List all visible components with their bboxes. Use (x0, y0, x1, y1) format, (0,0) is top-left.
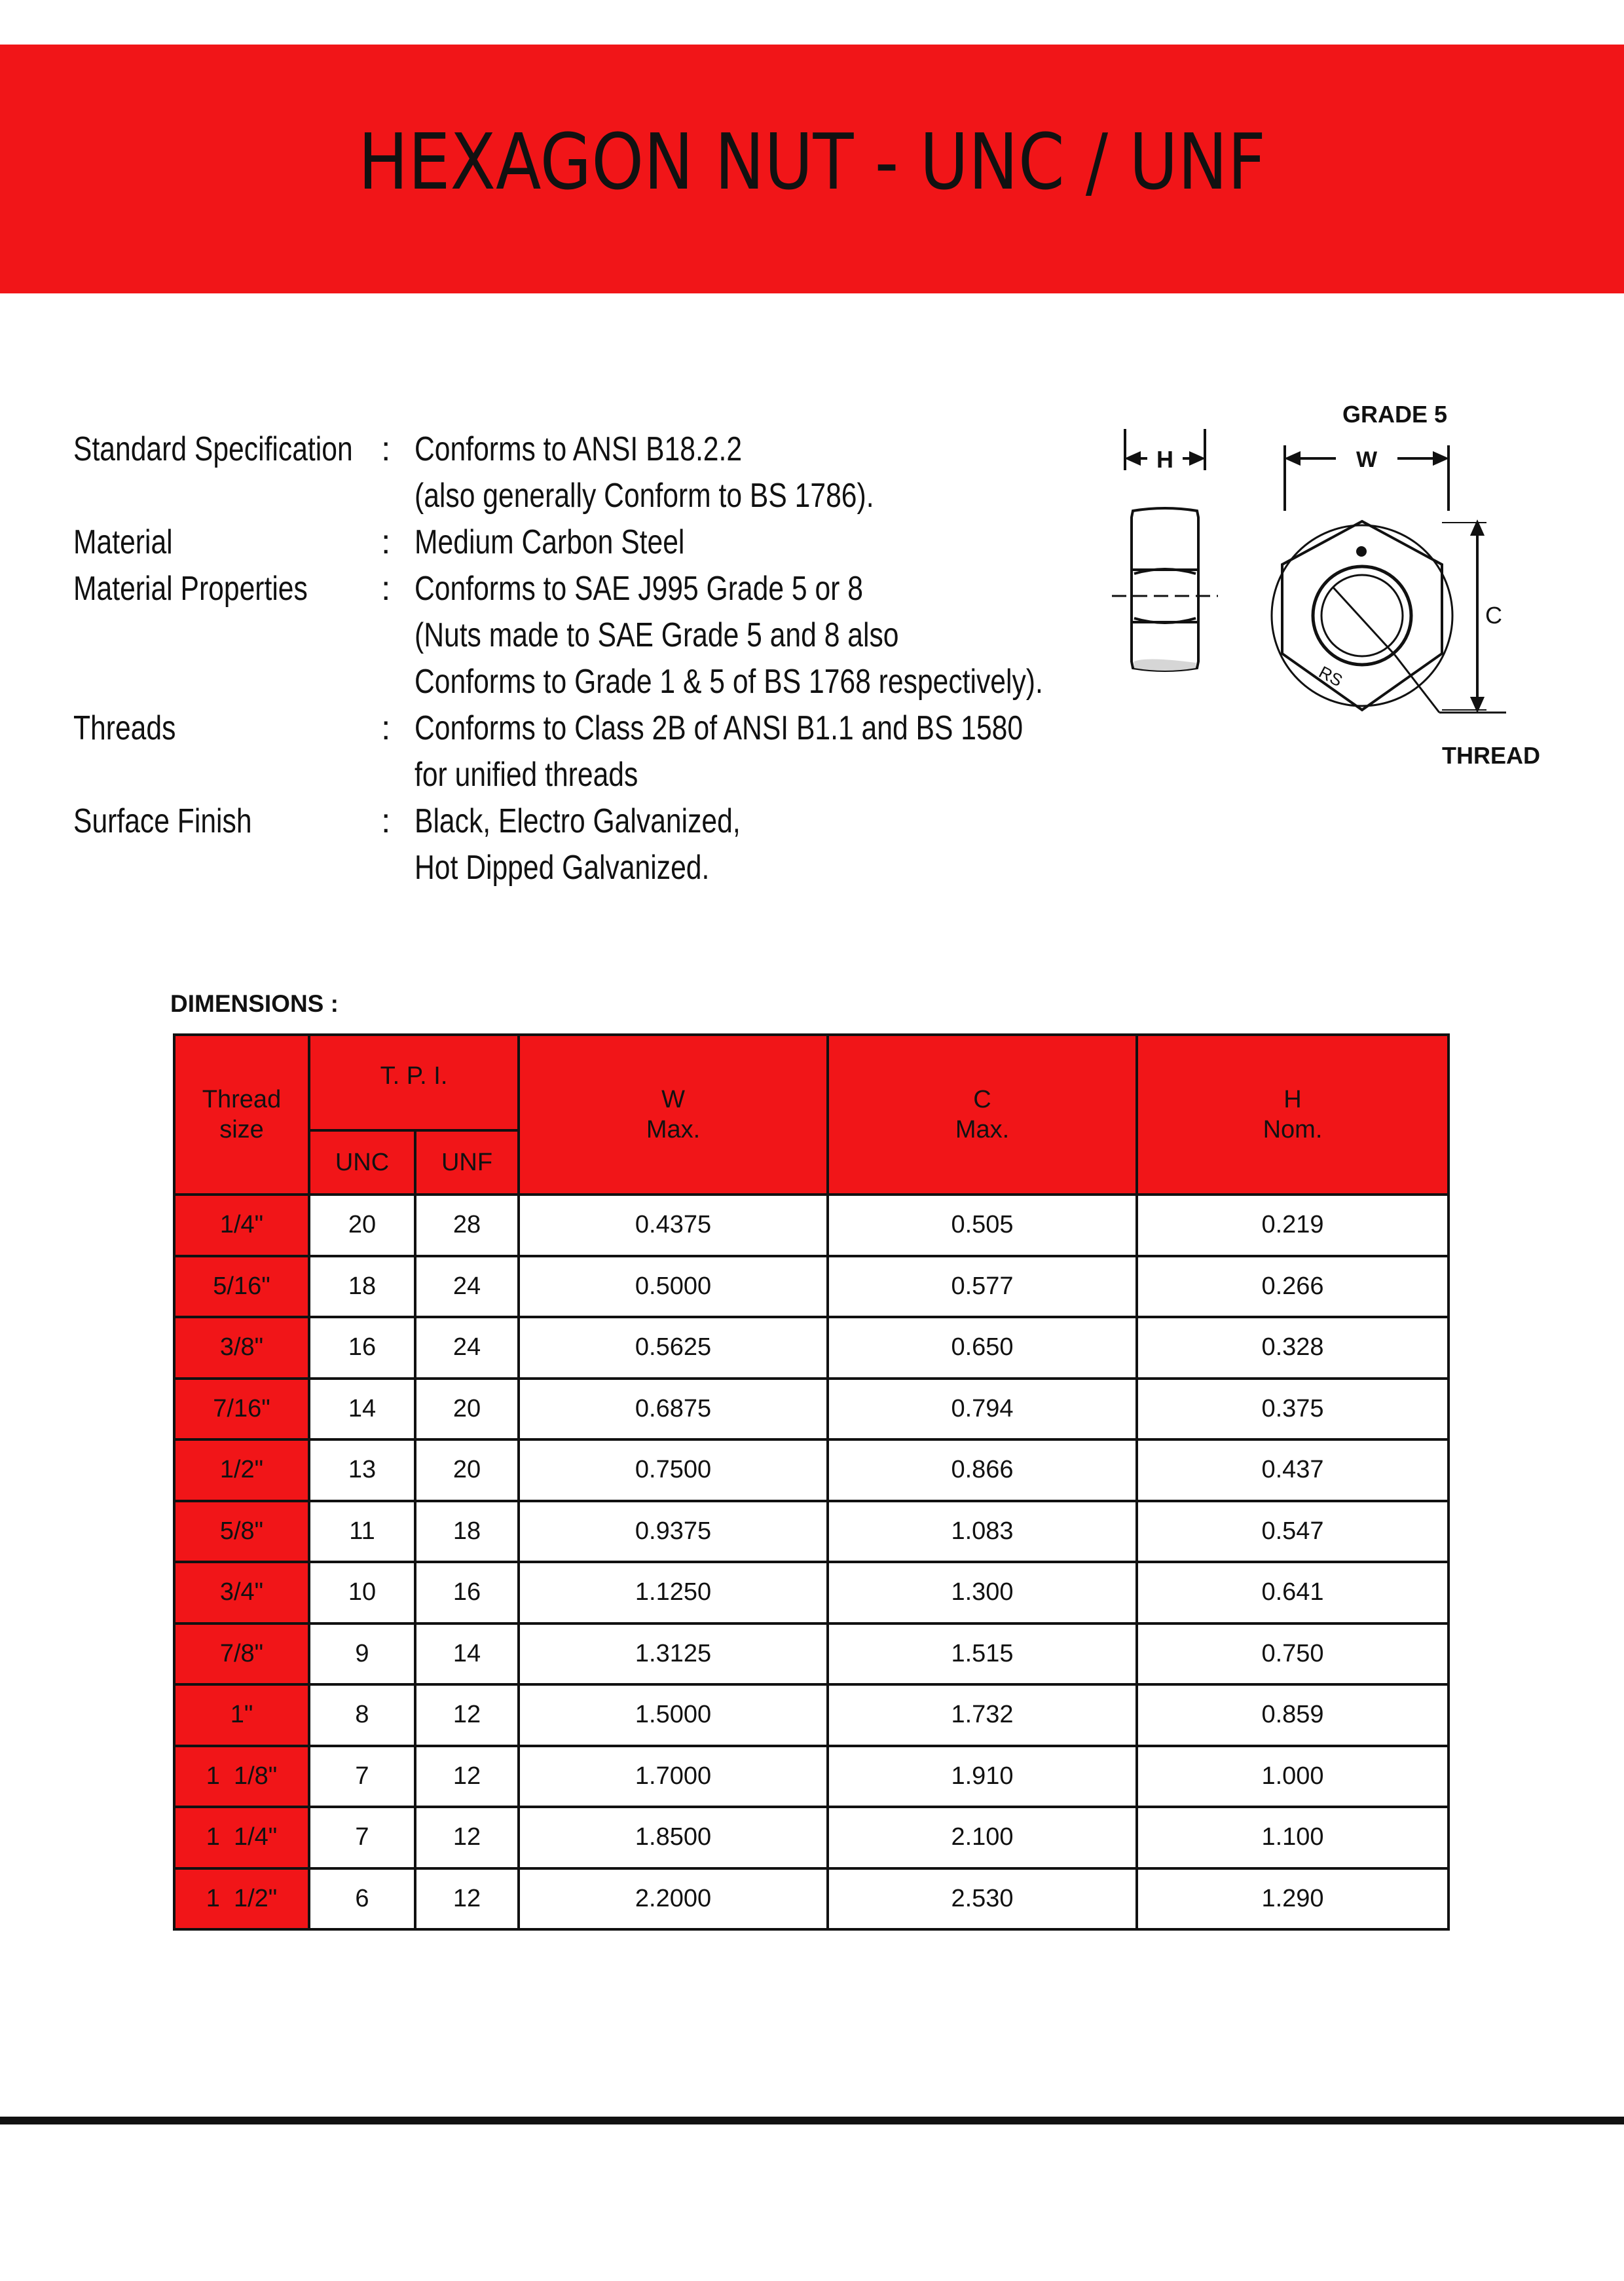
w-cell: 1.3125 (519, 1623, 828, 1685)
c-cell: 0.794 (828, 1379, 1137, 1440)
header-unf: UNF (415, 1130, 519, 1195)
thread-size-cell: 1/4" (174, 1195, 309, 1256)
header-h (1137, 1035, 1449, 1195)
c-cell: 1.515 (828, 1623, 1137, 1685)
thread-size-cell: 1/2" (174, 1439, 309, 1501)
h-cell: 1.100 (1137, 1807, 1449, 1868)
header-w-line1: W (661, 1086, 685, 1113)
unc-cell: 18 (309, 1256, 415, 1318)
unc-cell: 14 (309, 1379, 415, 1440)
unf-cell: 12 (415, 1684, 519, 1746)
spec-colon: : (381, 570, 391, 608)
w-cell: 1.8500 (519, 1807, 828, 1868)
thread-size-cell: 1 1/8" (174, 1746, 309, 1808)
unf-cell: 28 (415, 1195, 519, 1256)
thread-size-cell: 7/16" (174, 1379, 309, 1440)
table-row (174, 1317, 1449, 1379)
c-cell: 0.577 (828, 1256, 1137, 1318)
unf-cell: 12 (415, 1807, 519, 1868)
spec-value: Conforms to Grade 1 & 5 of BS 1768 respectively). (415, 663, 1043, 701)
c-cell: 1.300 (828, 1562, 1137, 1623)
table-row (174, 1256, 1449, 1318)
table-row (174, 1195, 1449, 1256)
table-row (174, 1807, 1449, 1868)
h-cell: 0.641 (1137, 1562, 1449, 1623)
unc-cell: 9 (309, 1623, 415, 1685)
spec-value: Conforms to SAE J995 Grade 5 or 8 (415, 570, 863, 608)
unf-cell: 20 (415, 1379, 519, 1440)
c-cell: 1.083 (828, 1501, 1137, 1563)
table-row (174, 1868, 1449, 1930)
h-cell: 0.750 (1137, 1623, 1449, 1685)
thread-size-cell: 3/4" (174, 1562, 309, 1623)
unf-cell: 18 (415, 1501, 519, 1563)
unc-cell: 16 (309, 1317, 415, 1379)
h-cell: 0.328 (1137, 1317, 1449, 1379)
thread-label: THREAD (1442, 742, 1540, 769)
h-cell: 0.547 (1137, 1501, 1449, 1563)
unc-cell: 13 (309, 1439, 415, 1501)
w-cell: 1.5000 (519, 1684, 828, 1746)
unc-cell: 10 (309, 1562, 415, 1623)
spec-colon: : (381, 709, 391, 747)
grade-mark-dot (1356, 546, 1367, 557)
h-dimension-label: H (1156, 446, 1173, 473)
h-cell: 0.437 (1137, 1439, 1449, 1501)
unf-cell: 24 (415, 1317, 519, 1379)
footer-rule (0, 2117, 1624, 2124)
h-cell: 0.859 (1137, 1684, 1449, 1746)
unf-cell: 12 (415, 1868, 519, 1930)
spec-value: Hot Dipped Galvanized. (415, 849, 710, 887)
header-thread-size-line2: size (219, 1116, 264, 1143)
spec-value: Conforms to Class 2B of ANSI B1.1 and BS 1580 (415, 709, 1024, 747)
unc-cell: 20 (309, 1195, 415, 1256)
spec-colon: : (381, 430, 391, 468)
header-thread-size-line1: Thread (202, 1086, 282, 1113)
h-cell: 0.219 (1137, 1195, 1449, 1256)
spec-label: Material (73, 523, 173, 561)
thread-size-cell: 5/8" (174, 1501, 309, 1563)
header-w (519, 1035, 828, 1195)
spec-value: (also generally Conform to BS 1786). (415, 477, 874, 515)
hex-nut-diagram (1087, 393, 1572, 786)
c-cell: 0.650 (828, 1317, 1137, 1379)
spec-colon: : (381, 523, 391, 561)
table-row (174, 1379, 1449, 1440)
w-cell: 0.5625 (519, 1317, 828, 1379)
spec-value: Conforms to ANSI B18.2.2 (415, 430, 743, 468)
unf-cell: 14 (415, 1623, 519, 1685)
dimensions-title: DIMENSIONS : (170, 990, 339, 1017)
thread-size-cell: 3/8" (174, 1317, 309, 1379)
c-cell: 2.530 (828, 1868, 1137, 1930)
h-cell: 0.375 (1137, 1379, 1449, 1440)
w-cell: 2.2000 (519, 1868, 828, 1930)
c-cell: 1.732 (828, 1684, 1137, 1746)
unc-cell: 7 (309, 1746, 415, 1808)
spec-value: Medium Carbon Steel (415, 523, 685, 561)
c-cell: 2.100 (828, 1807, 1137, 1868)
table-row (174, 1501, 1449, 1563)
hex-nut-drawing (1087, 393, 1572, 786)
unf-cell: 12 (415, 1746, 519, 1808)
header-c-line1: C (973, 1086, 991, 1113)
nut-top-view (1272, 445, 1506, 713)
h-cell: 0.266 (1137, 1256, 1449, 1318)
header-c (828, 1035, 1137, 1195)
c-cell: 1.910 (828, 1746, 1137, 1808)
unc-cell: 11 (309, 1501, 415, 1563)
header-tpi: T. P. I. (309, 1035, 519, 1130)
table-row (174, 1562, 1449, 1623)
page-title: HEXAGON NUT - UNC / UNF (358, 117, 1266, 207)
thread-size-cell: 1 1/4" (174, 1807, 309, 1868)
w-cell: 0.5000 (519, 1256, 828, 1318)
w-dimension-label: W (1356, 447, 1378, 472)
w-cell: 0.7500 (519, 1439, 828, 1501)
header-thread-size (174, 1035, 309, 1195)
thread-size-cell: 1 1/2" (174, 1868, 309, 1930)
header-c-line2: Max. (955, 1116, 1010, 1143)
thread-size-cell: 1" (174, 1684, 309, 1746)
c-cell: 0.505 (828, 1195, 1137, 1256)
unf-cell: 16 (415, 1562, 519, 1623)
unf-cell: 20 (415, 1439, 519, 1501)
table-row (174, 1746, 1449, 1808)
thread-size-cell: 7/8" (174, 1623, 309, 1685)
unf-cell: 24 (415, 1256, 519, 1318)
table-row (174, 1684, 1449, 1746)
dimensions-table (173, 1033, 1450, 1931)
header-unc: UNC (309, 1130, 415, 1195)
w-cell: 1.1250 (519, 1562, 828, 1623)
w-cell: 0.4375 (519, 1195, 828, 1256)
manufacturer-mark: RS (1316, 661, 1346, 691)
w-cell: 1.7000 (519, 1746, 828, 1808)
unc-cell: 7 (309, 1807, 415, 1868)
spec-value: (Nuts made to SAE Grade 5 and 8 also (415, 616, 899, 654)
spec-label: Material Properties (73, 570, 308, 608)
w-cell: 0.6875 (519, 1379, 828, 1440)
header-h-line2: Nom. (1263, 1116, 1323, 1143)
grade-label: GRADE 5 (1342, 401, 1448, 428)
h-cell: 1.290 (1137, 1868, 1449, 1930)
h-cell: 1.000 (1137, 1746, 1449, 1808)
spec-value: for unified threads (415, 756, 638, 794)
table-row (174, 1439, 1449, 1501)
c-dimension-label: C (1485, 602, 1502, 629)
spec-value: Black, Electro Galvanized, (415, 802, 741, 840)
unc-cell: 6 (309, 1868, 415, 1930)
header-w-line2: Max. (646, 1116, 701, 1143)
thread-size-cell: 5/16" (174, 1256, 309, 1318)
spec-label: Surface Finish (73, 802, 252, 840)
w-cell: 0.9375 (519, 1501, 828, 1563)
spec-label: Standard Specification (73, 430, 353, 468)
spec-label: Threads (73, 709, 176, 747)
spec-colon: : (381, 802, 391, 840)
table-row (174, 1623, 1449, 1685)
header-h-line1: H (1283, 1086, 1302, 1113)
c-cell: 0.866 (828, 1439, 1137, 1501)
unc-cell: 8 (309, 1684, 415, 1746)
